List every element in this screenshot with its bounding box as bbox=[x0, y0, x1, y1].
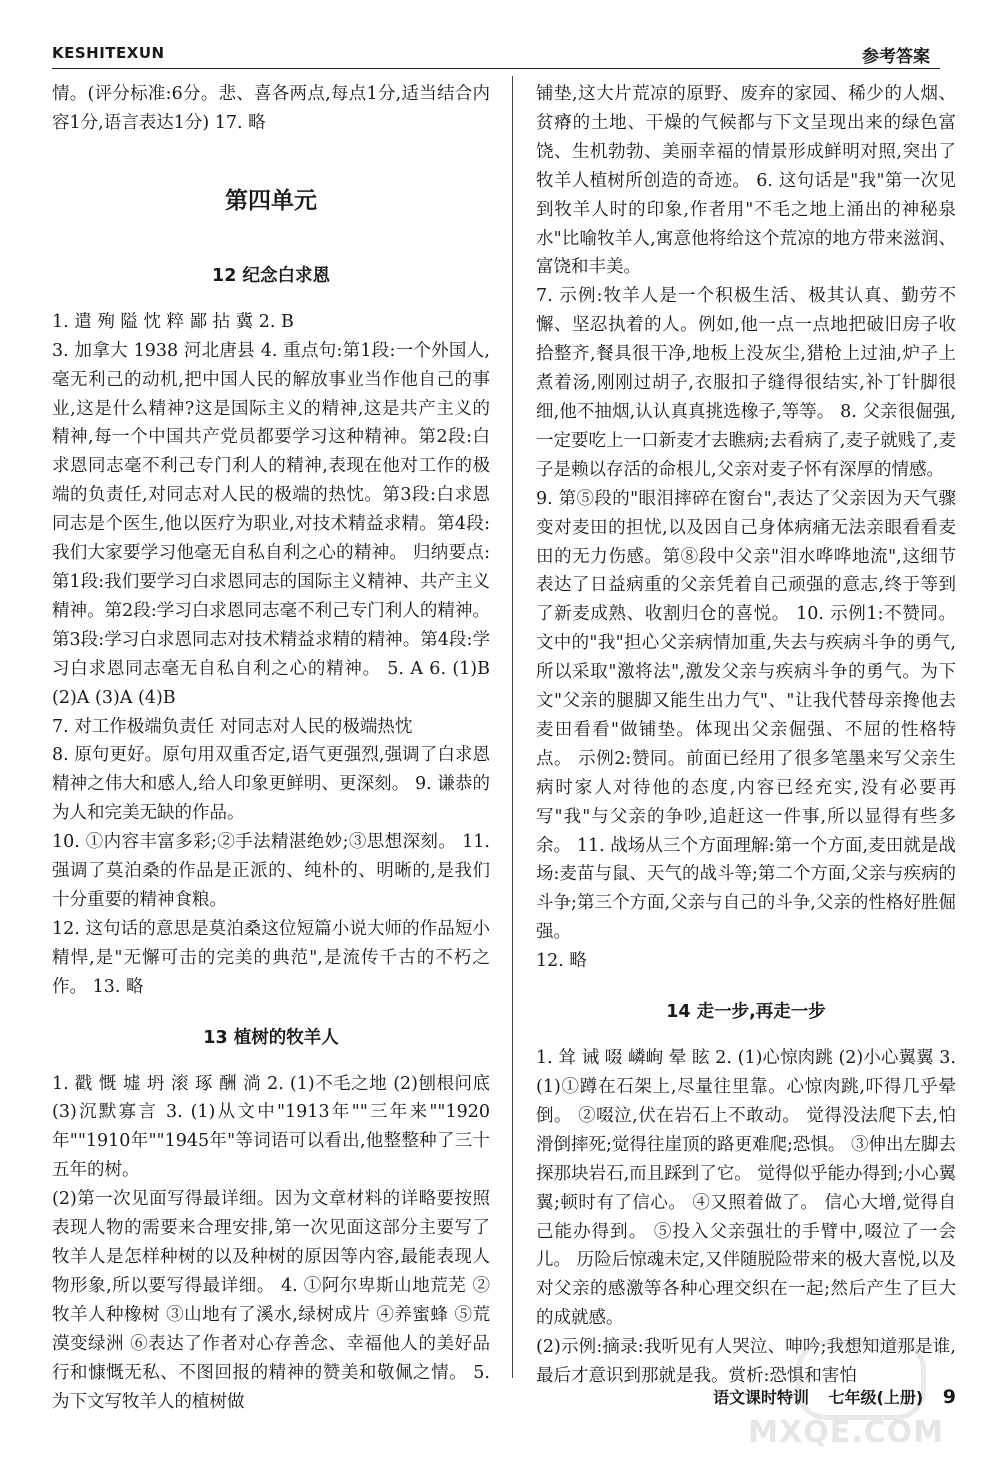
answer-paragraph: 7. 示例:牧羊人是一个积极生活、极其认真、勤劳不懈、坚忍执着的人。例如,他一点一点地把破旧房子收拾整齐,餐具很干净,地板上没灰尘,猎枪上过油,炉子上煮着汤,刚刚过胡子,衣服扣子缝得很结实,补丁针脚很细,他不抽烟,认认真真挑选橡子,等等。 8. 父亲很倔强,一定要吃上一口新麦才去瞧病;去看病了,麦子就贱了,麦子是赖以存活的命根儿,父亲对麦子怀有深厚的情感。 bbox=[536, 286, 956, 480]
answer-paragraph: 9. 第⑤段的"眼泪摔碎在窗台",表达了父亲因为天气骤变对麦田的担忧,以及因自己身体病痛无法亲眼看看麦田的无力伤感。第⑧段中父亲"泪水哗哗地流",这细节表达了日益病重的父亲凭着自己顽强的意志,终于等到了新麦成熟、收割归仓的喜悦。 10. 示例1:不赞同。文中的"我"担心父亲病情加重,失去与疾病斗争的勇气,所以采取"激将法",激发父亲与疾病斗争的勇气。为下文"父亲的腿脚又能生出力气"、"让我代替母亲搀他去麦田看看"做铺垫。体现出父亲倔强、不屈的性格特点。 示例2:赞同。前面已经用了很多笔墨来写父亲生病时家人对待他的态度,内容已经充实,没有必要再写"我"与父亲的争吵,追赶这一件事,所以显得有些多余。 11. 战场从三个方面理解:第一个方面,麦田就是战场:麦苗与鼠、天气的战斗等;第二个方面,父亲与疾病的斗争;第三个方面,父亲与自己的斗争,父亲的性格好胜倔强。 bbox=[536, 488, 956, 943]
left-column bbox=[52, 80, 490, 1416]
intro-paragraph: 情。(评分标准:6分。悲、喜各两点,每点1分,适当结合内容1分,语言表达1分) 17. 略 bbox=[52, 84, 490, 133]
answer-paragraph: 12. 略 bbox=[536, 951, 587, 972]
watermark-text: MXQE.COM bbox=[748, 1415, 944, 1450]
lesson-12-title: 12 纪念白求恩 bbox=[212, 265, 330, 286]
answer-paragraph: 8. 原句更好。原句用双重否定,语气更强烈,强调了白求恩精神之伟大和感人,给人印象更鲜明、更深刻。 9. 谦恭的为人和完美无缺的作品。 bbox=[52, 745, 490, 824]
unit-title: 第四单元 bbox=[225, 187, 317, 214]
section-title: 参考答案 bbox=[862, 47, 930, 67]
answer-paragraph: 10. ①内容丰富多彩;②手法精湛绝妙;③思想深刻。 11. 强调了莫泊桑的作品是正派的、纯朴的、明晰的,是我们十分重要的精神食粮。 bbox=[52, 832, 490, 910]
answer-paragraph: (2)示例:摘录:我听见有人哭泣、呻吟;我想知道那是谁,最后才意识到那就是我。赏析:恐惧和害怕 bbox=[536, 1337, 956, 1387]
answer-paragraph: 12. 这句话的意思是莫泊桑这位短篇小说大师的作品短小精悍,是"无懈可击的完美的典范",是流传千古的不朽之作。 13. 略 bbox=[52, 918, 490, 997]
grade-label: 七年级(上册) bbox=[828, 1388, 924, 1407]
answer-paragraph: 3. 加拿大 1938 河北唐县 4. 重点句:第1段:一个外国人,毫无利己的动机,把中国人民的解放事业当作他自己的事业,这是什么精神?这是国际主义的精神,这是共产主义的精神,每一个中国共产党员都要学习这种精神。第2段:白求恩同志毫不利己专门利人的精神,表现在他对工作的极端的负责任,对同志对人民的极端的热忱。第3段:白求恩同志是个医生,他以医疗为职业,对技术精益求精。第4段:我们大家要学习他毫无自私自利之心的精神。 归纳要点:第1段:我们要学习白求恩同志的国际主义精神、共产主义精神。第2段:学习白求恩同志毫不利己专门利人的精神。第3段:学习白求恩同志对技术精益求精的精神。第4段:学习白求恩同志毫无自私自利之心的精神。 5. A 6. (1)B (2)A (3)A (4)B bbox=[52, 340, 490, 708]
page-footer bbox=[713, 1385, 956, 1408]
answer-paragraph: 铺垫,这大片荒凉的原野、废弃的家园、稀少的人烟、贫瘠的土地、干燥的气候都与下文呈现出来的绿色富饶、生机勃勃、美丽幸福的情景形成鲜明对照,突出了牧羊人植树所创造的奇迹。 6. 这句话是"我"第一次见到牧羊人时的印象,作者用"不毛之地上涌出的神秘泉水"比喻牧羊人,寓意他将给这个荒凉的地方带来滋润、富饶和丰美。 bbox=[536, 84, 956, 278]
header-rule bbox=[52, 68, 940, 69]
book-name: 语文课时特训 bbox=[712, 1388, 809, 1407]
page-number: 9 bbox=[942, 1386, 956, 1408]
right-column bbox=[536, 80, 956, 1391]
publisher-code: KESHITEXUN bbox=[52, 44, 165, 62]
watermark-logo-icon bbox=[796, 1340, 926, 1420]
column-divider bbox=[512, 76, 513, 1378]
answer-paragraph: (2)第一次见面写得最详细。因为文章材料的详略要按照表现人物的需要来合理安排,第一次见面这部分主要写了牧羊人是怎样种树的以及种树的原因等内容,最能表现人物形象,所以要写得最详细。 4. ①阿尔卑斯山地荒芜 ②牧羊人种橡树 ③山地有了溪水,绿树成片 ④养蜜蜂 ⑤荒漠变绿洲 ⑥表达了作者对心存善念、幸福他人的美好品行和慷慨无私、不图回报的精神的赞美和敬佩之情。 5. 为下文写牧羊人的植树做 bbox=[52, 1189, 490, 1412]
answer-paragraph: 1. 耸 诫 啜 嶙峋 晕 眩 2. (1)心惊肉跳 (2)小心翼翼 3. (1)①蹲在石架上,尽量往里靠。心惊肉跳,吓得几乎晕倒。 ②啜泣,伏在岩石上不敢动。 觉得没法爬下去,怕滑倒摔死;觉得往崖顶的路更难爬;恐惧。 ③伸出左脚去探那块岩石,而且踩到了它。 觉得似乎能办得到;小心翼翼;顿时有了信心。 ④又照着做了。 信心大增,觉得自己能办得到。 ⑤投入父亲强壮的手臂中,啜泣了一会儿。 历险后惊魂未定,又伴随脱险带来的极大喜悦,以及对父亲的感激等各种心理交织在一起;然后产生了巨大的成就感。 bbox=[536, 1048, 956, 1329]
lesson-14-title: 14 走一步,再走一步 bbox=[666, 1002, 826, 1023]
answer-paragraph: 1. 遣 殉 隘 忱 粹 鄙 拈 冀 2. B bbox=[52, 311, 294, 332]
answer-paragraph: 1. 戳 慨 墟 坍 滚 琢 酬 淌 2. (1)不毛之地 (2)刨根问底 (3)沉默寡言 3. (1)从文中"1913年""三年来""1920年""1910年""1945年"等词语可以看出,他整整种了三十五年的树。 bbox=[52, 1073, 490, 1181]
answer-paragraph: 7. 对工作极端负责任 对同志对人民的极端热忱 bbox=[52, 716, 413, 737]
lesson-13-title: 13 植树的牧羊人 bbox=[203, 1027, 339, 1048]
